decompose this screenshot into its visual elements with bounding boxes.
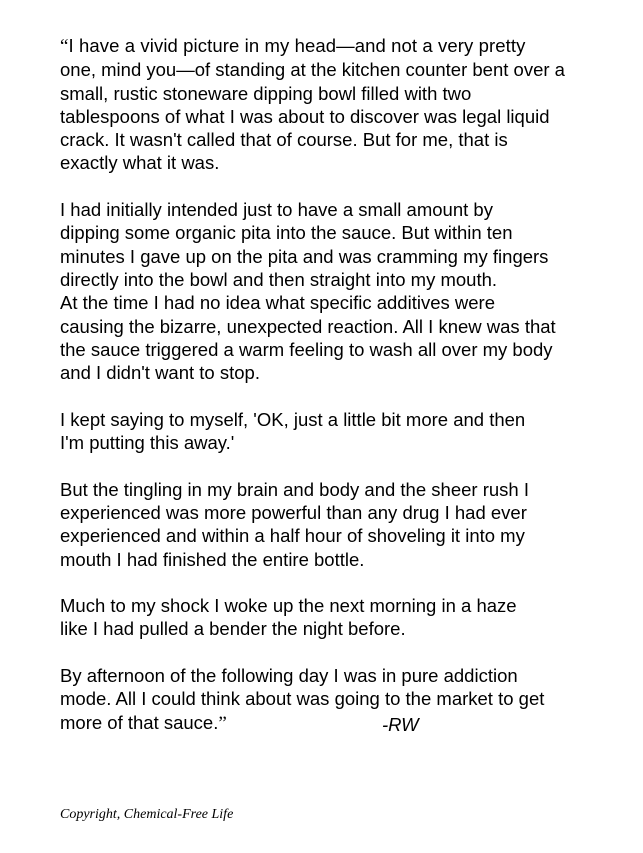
text-line: “I have a vivid picture in my head—and not a very pretty: [60, 35, 526, 57]
paragraph-5: [60, 594, 635, 641]
text-line: I'm putting this away.': [60, 432, 235, 454]
text-line: But the tingling in my brain and body and the sheer rush I: [60, 478, 529, 500]
text-line: I had initially intended just to have a small amount by: [60, 199, 493, 221]
open-quote-mark: “: [60, 36, 69, 57]
text-line: more of that sauce.”: [60, 711, 227, 734]
text-line: mouth I had finished the entire bottle.: [60, 548, 365, 570]
text-line: By afternoon of the following day I was in pure addiction: [60, 665, 518, 687]
text-line: one, mind you—of standing at the kitchen counter bent over a: [60, 59, 565, 81]
text-line: the sauce triggered a warm feeling to wash all over my body: [60, 338, 553, 360]
text-line: small, rustic stoneware dipping bowl filled with two: [60, 82, 472, 104]
text-line: I kept saying to myself, 'OK, just a little bit more and then: [60, 408, 526, 430]
text-line: causing the bizarre, unexpected reaction. All I knew was that: [60, 315, 556, 337]
paragraph-4: [60, 478, 635, 571]
close-quote-mark: ”: [218, 712, 227, 734]
text-line: exactly what it was.: [60, 152, 220, 174]
text-line: directly into the bowl and then straight into my mouth.: [60, 268, 498, 290]
text-line: experienced and within a half hour of shoveling it into my: [60, 525, 525, 547]
copyright-notice: Copyright, Chemical-Free Life: [60, 807, 234, 822]
text-line: crack. It wasn't called that of course. But for me, that is: [60, 129, 508, 151]
paragraph-2: [60, 198, 635, 384]
text-line: At the time I had no idea what specific additives were: [60, 292, 495, 314]
quote-body: [60, 34, 635, 758]
text-line: Much to my shock I woke up the next morning in a haze: [60, 595, 517, 617]
text-line: experienced was more powerful than any drug I had ever: [60, 501, 527, 523]
paragraph-6: [60, 664, 635, 735]
paragraph-1: [60, 34, 635, 175]
text-line: like I had pulled a bender the night before.: [60, 618, 406, 640]
text-line: and I didn't want to stop.: [60, 362, 260, 384]
text-line: minutes I gave up on the pita and was cramming my fingers: [60, 245, 549, 267]
text-line: mode. All I could think about was going to the market to get: [60, 688, 545, 710]
text-line: dipping some organic pita into the sauce. But within ten: [60, 222, 513, 244]
text-line: tablespoons of what I was about to discover was legal liquid: [60, 105, 550, 127]
author-signature: -RW: [382, 714, 419, 735]
paragraph-3: [60, 408, 635, 455]
